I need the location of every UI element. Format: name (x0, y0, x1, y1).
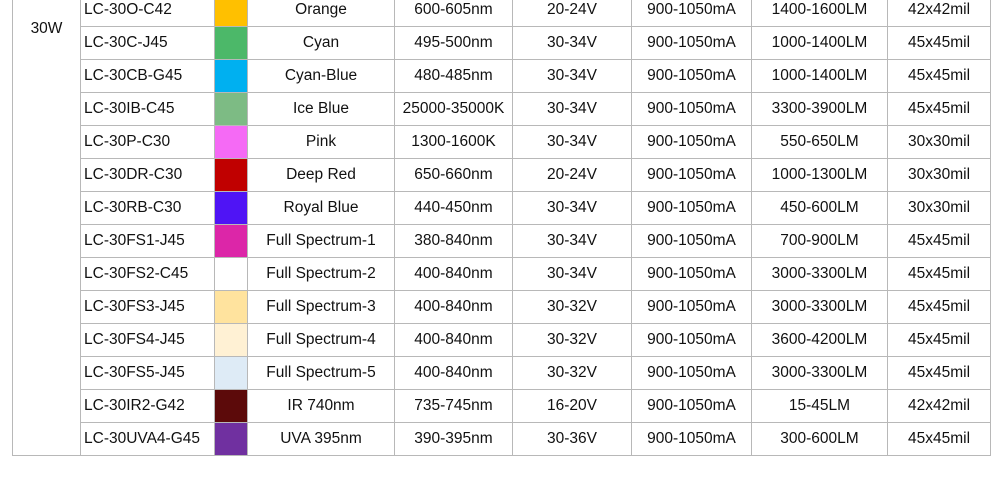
current-cell: 900-1050mA (632, 60, 752, 93)
color-swatch-cell (215, 126, 248, 159)
model-cell: LC-30O-C42 (81, 0, 215, 27)
color-swatch-cell (215, 390, 248, 423)
color-swatch-cell (215, 60, 248, 93)
color-swatch-cell (215, 324, 248, 357)
current-cell: 900-1050mA (632, 258, 752, 291)
wavelength-cell: 600-605nm (395, 0, 513, 27)
color-name-cell: Royal Blue (248, 192, 395, 225)
table-row (13, 192, 991, 225)
color-swatch (215, 27, 247, 59)
lumen-cell: 3300-3900LM (752, 93, 888, 126)
color-swatch (215, 225, 247, 257)
model-cell: LC-30CB-G45 (81, 60, 215, 93)
lumen-cell: 550-650LM (752, 126, 888, 159)
color-name-cell: Cyan-Blue (248, 60, 395, 93)
chip-size-cell: 30x30mil (888, 192, 991, 225)
chip-size-cell: 45x45mil (888, 225, 991, 258)
color-swatch (215, 357, 247, 389)
color-name-cell: Full Spectrum-1 (248, 225, 395, 258)
table-row (13, 324, 991, 357)
color-name-cell: IR 740nm (248, 390, 395, 423)
current-cell: 900-1050mA (632, 390, 752, 423)
table-row (13, 258, 991, 291)
current-cell: 900-1050mA (632, 423, 752, 456)
chip-size-cell: 42x42mil (888, 390, 991, 423)
table-row (13, 291, 991, 324)
chip-size-cell: 45x45mil (888, 258, 991, 291)
current-cell: 900-1050mA (632, 324, 752, 357)
color-swatch-cell (215, 159, 248, 192)
color-swatch (215, 126, 247, 158)
color-swatch (215, 93, 247, 125)
lumen-cell: 1400-1600LM (752, 0, 888, 27)
current-cell: 900-1050mA (632, 159, 752, 192)
wavelength-cell: 390-395nm (395, 423, 513, 456)
table-row (13, 159, 991, 192)
wavelength-cell: 480-485nm (395, 60, 513, 93)
table-row (13, 60, 991, 93)
model-cell: LC-30FS5-J45 (81, 357, 215, 390)
color-name-cell: Full Spectrum-4 (248, 324, 395, 357)
voltage-cell: 30-34V (513, 192, 632, 225)
table-row (13, 0, 991, 27)
model-cell: LC-30FS2-C45 (81, 258, 215, 291)
wavelength-cell: 650-660nm (395, 159, 513, 192)
table-body (13, 0, 991, 456)
color-swatch (215, 423, 247, 455)
current-cell: 900-1050mA (632, 126, 752, 159)
voltage-cell: 30-36V (513, 423, 632, 456)
table-row (13, 126, 991, 159)
color-swatch (215, 192, 247, 224)
lumen-cell: 3000-3300LM (752, 258, 888, 291)
current-cell: 900-1050mA (632, 291, 752, 324)
color-swatch-cell (215, 357, 248, 390)
color-swatch (215, 291, 247, 323)
lumen-cell: 3000-3300LM (752, 357, 888, 390)
voltage-cell: 30-34V (513, 258, 632, 291)
wavelength-cell: 380-840nm (395, 225, 513, 258)
voltage-cell: 30-34V (513, 60, 632, 93)
color-swatch-cell (215, 27, 248, 60)
color-swatch (215, 324, 247, 356)
current-cell: 900-1050mA (632, 192, 752, 225)
wavelength-cell: 400-840nm (395, 258, 513, 291)
color-name-cell: Full Spectrum-3 (248, 291, 395, 324)
color-name-cell: Deep Red (248, 159, 395, 192)
voltage-cell: 30-34V (513, 225, 632, 258)
model-cell: LC-30P-C30 (81, 126, 215, 159)
lumen-cell: 450-600LM (752, 192, 888, 225)
color-name-cell: Cyan (248, 27, 395, 60)
voltage-cell: 16-20V (513, 390, 632, 423)
color-name-cell: Orange (248, 0, 395, 27)
color-swatch-cell (215, 93, 248, 126)
lumen-cell: 1000-1400LM (752, 60, 888, 93)
voltage-cell: 20-24V (513, 159, 632, 192)
chip-size-cell: 45x45mil (888, 93, 991, 126)
power-group-label: 30W (13, 0, 81, 456)
chip-size-cell: 30x30mil (888, 159, 991, 192)
voltage-cell: 30-34V (513, 27, 632, 60)
model-cell: LC-30FS1-J45 (81, 225, 215, 258)
wavelength-cell: 735-745nm (395, 390, 513, 423)
color-swatch-cell (215, 192, 248, 225)
table-row (13, 357, 991, 390)
chip-size-cell: 45x45mil (888, 324, 991, 357)
lumen-cell: 15-45LM (752, 390, 888, 423)
voltage-cell: 30-32V (513, 324, 632, 357)
color-swatch (215, 0, 247, 26)
current-cell: 900-1050mA (632, 93, 752, 126)
lumen-cell: 1000-1300LM (752, 159, 888, 192)
color-swatch-cell (215, 291, 248, 324)
color-swatch (215, 258, 247, 290)
current-cell: 900-1050mA (632, 27, 752, 60)
chip-size-cell: 42x42mil (888, 0, 991, 27)
table-row (13, 225, 991, 258)
voltage-cell: 30-32V (513, 291, 632, 324)
table-row (13, 27, 991, 60)
model-cell: LC-30RB-C30 (81, 192, 215, 225)
color-swatch-cell (215, 0, 248, 27)
voltage-cell: 20-24V (513, 0, 632, 27)
lumen-cell: 300-600LM (752, 423, 888, 456)
wavelength-cell: 400-840nm (395, 324, 513, 357)
current-cell: 900-1050mA (632, 357, 752, 390)
model-cell: LC-30DR-C30 (81, 159, 215, 192)
color-name-cell: UVA 395nm (248, 423, 395, 456)
wavelength-cell: 400-840nm (395, 357, 513, 390)
wavelength-cell: 25000-35000K (395, 93, 513, 126)
table-row (13, 390, 991, 423)
voltage-cell: 30-34V (513, 126, 632, 159)
table-row (13, 93, 991, 126)
lumen-cell: 1000-1400LM (752, 27, 888, 60)
wavelength-cell: 1300-1600K (395, 126, 513, 159)
model-cell: LC-30FS3-J45 (81, 291, 215, 324)
model-cell: LC-30IB-C45 (81, 93, 215, 126)
color-name-cell: Full Spectrum-2 (248, 258, 395, 291)
color-swatch (215, 159, 247, 191)
table-row (13, 423, 991, 456)
model-cell: LC-30UVA4-G45 (81, 423, 215, 456)
chip-size-cell: 45x45mil (888, 291, 991, 324)
color-swatch-cell (215, 258, 248, 291)
model-cell: LC-30IR2-G42 (81, 390, 215, 423)
current-cell: 900-1050mA (632, 225, 752, 258)
lumen-cell: 700-900LM (752, 225, 888, 258)
color-name-cell: Ice Blue (248, 93, 395, 126)
color-name-cell: Full Spectrum-5 (248, 357, 395, 390)
chip-size-cell: 45x45mil (888, 27, 991, 60)
chip-size-cell: 45x45mil (888, 423, 991, 456)
lumen-cell: 3600-4200LM (752, 324, 888, 357)
color-name-cell: Pink (248, 126, 395, 159)
voltage-cell: 30-34V (513, 93, 632, 126)
led-spec-table (12, 0, 991, 456)
color-swatch-cell (215, 423, 248, 456)
wavelength-cell: 440-450nm (395, 192, 513, 225)
chip-size-cell: 30x30mil (888, 126, 991, 159)
color-swatch (215, 60, 247, 92)
color-swatch-cell (215, 225, 248, 258)
color-swatch (215, 390, 247, 422)
chip-size-cell: 45x45mil (888, 357, 991, 390)
wavelength-cell: 495-500nm (395, 27, 513, 60)
chip-size-cell: 45x45mil (888, 60, 991, 93)
model-cell: LC-30C-J45 (81, 27, 215, 60)
model-cell: LC-30FS4-J45 (81, 324, 215, 357)
wavelength-cell: 400-840nm (395, 291, 513, 324)
lumen-cell: 3000-3300LM (752, 291, 888, 324)
current-cell: 900-1050mA (632, 0, 752, 27)
voltage-cell: 30-32V (513, 357, 632, 390)
